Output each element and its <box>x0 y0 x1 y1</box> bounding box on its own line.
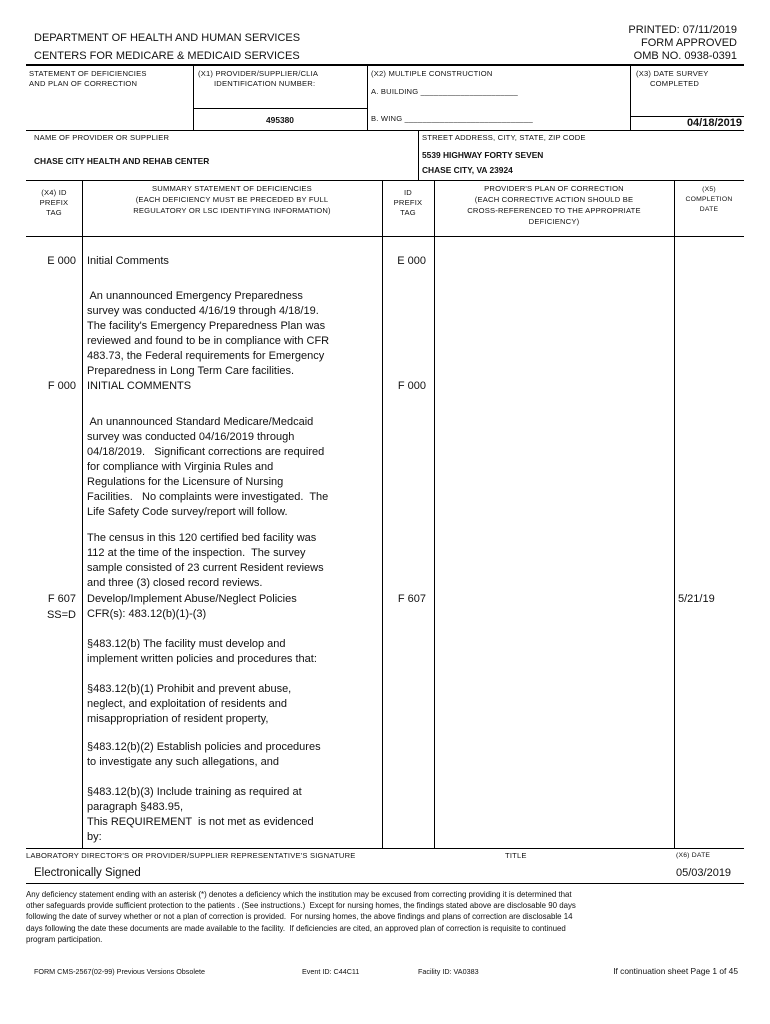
plan-header-2: (EACH CORRECTIVE ACTION SHOULD BE <box>474 195 634 204</box>
top-grid-top-border <box>26 64 744 66</box>
para-line: §483.12(b)(3) Include training as required at <box>87 786 302 798</box>
f607-completion-date: 5/21/19 <box>678 593 715 605</box>
x5-header-2: COMPLETION <box>685 196 733 203</box>
statement-label-2: AND PLAN OF CORRECTION <box>29 79 138 88</box>
f000-line: for compliance with Virginia Rules and <box>87 461 274 473</box>
census-line: The census in this 120 certified bed facility was <box>87 532 317 544</box>
header-bottom-border <box>26 236 744 237</box>
x3-survey-date: 04/18/2019 <box>686 117 742 129</box>
e000-title: Initial Comments <box>87 255 169 267</box>
provider-name: CHASE CITY HEALTH AND REHAB CENTER <box>34 156 210 166</box>
form-number: FORM CMS-2567(02-99) Previous Versions Obsolete <box>34 967 205 976</box>
e000-tag-right: E 000 <box>397 255 426 267</box>
para-line: paragraph §483.95, <box>87 801 184 813</box>
grid-divider-x2 <box>367 64 368 130</box>
disclaimer-line: other safeguards provide sufficient protection to the patients . (See instructions.) Except for nursing homes, the findings stated above are disclosable 90 days <box>26 901 576 911</box>
signature-date: 05/03/2019 <box>676 867 732 879</box>
continuation-page: If continuation sheet Page 1 of 45 <box>613 966 738 976</box>
department-title: DEPARTMENT OF HEALTH AND HUMAN SERVICES <box>34 32 301 44</box>
x4-header-2: PREFIX <box>39 198 69 207</box>
building-line: A. BUILDING ______________________ <box>371 87 518 96</box>
x5-header-3: DATE <box>699 206 719 213</box>
summary-header-1: SUMMARY STATEMENT OF DEFICIENCIES <box>152 184 312 193</box>
para-line: misappropriation of resident property, <box>87 713 269 725</box>
x1-label-1: (X1) PROVIDER/SUPPLIER/CLIA <box>198 69 319 78</box>
e000-line: An unannounced Emergency Preparedness <box>87 290 303 302</box>
x1-value-rule <box>193 108 367 109</box>
e000-line: Preparedness in Long Term Care facilities. <box>87 365 295 377</box>
census-body <box>87 531 339 591</box>
title-label: TITLE <box>505 851 527 860</box>
para-line: neglect, and exploitation of residents and <box>87 698 287 710</box>
wing-line: B. WING _____________________________ <box>371 114 533 123</box>
provider-bottom-border <box>26 180 744 181</box>
f607-para-3 <box>87 740 339 770</box>
x6-date-label: (X6) DATE <box>676 852 711 859</box>
census-line: 112 at the time of the inspection. The survey <box>87 547 306 559</box>
facility-id: Facility ID: VA0383 <box>418 967 479 976</box>
para-line: implement written policies and procedures that: <box>87 653 317 665</box>
plan-header-1: PROVIDER'S PLAN OF CORRECTION <box>484 184 624 193</box>
disclaimer-line: Any deficiency statement ending with an asterisk (*) denotes a deficiency which the institution may be excused from correcting providing it is determined that <box>26 890 572 899</box>
disclaimer <box>26 889 744 945</box>
census-line: sample consisted of 23 current Resident reviews <box>87 562 324 574</box>
x4-header-1: (X4) ID <box>41 188 67 197</box>
para-line: §483.12(b) The facility must develop and <box>87 638 286 650</box>
id-header-3: TAG <box>400 208 416 217</box>
summary-header-2: (EACH DEFICIENCY MUST BE PRECEDED BY FULL <box>135 195 329 204</box>
disclaimer-line: program participation. <box>26 934 103 944</box>
e000-line: survey was conducted 4/16/19 through 4/18/19. <box>87 305 319 317</box>
f607-scope-severity: SS=D <box>46 609 76 621</box>
para-line: §483.12(b)(2) Establish policies and procedures <box>87 741 321 753</box>
x2-label: (X2) MULTIPLE CONSTRUCTION <box>371 69 493 78</box>
col-divider-3 <box>434 180 435 848</box>
f000-tag: F 000 <box>47 380 76 392</box>
f000-line: Life Safety Code survey/report will follow. <box>87 506 288 518</box>
disclaimer-line: days following the date these documents are made available to the facility. If deficiencies are cited, an approved plan of correction is requisite to continued <box>26 923 566 933</box>
provider-divider <box>418 130 419 180</box>
f000-line: survey was conducted 04/16/2019 through <box>87 431 295 443</box>
para-line: §483.12(b)(1) Prohibit and prevent abuse, <box>87 683 292 695</box>
signature-label: LABORATORY DIRECTOR'S OR PROVIDER/SUPPLIER REPRESENTATIVE'S SIGNATURE <box>26 851 356 860</box>
f607-cfr: CFR(s): 483.12(b)(1)-(3) <box>87 608 207 620</box>
f000-tag-right: F 000 <box>397 380 426 392</box>
plan-header-3: CROSS-REFERENCED TO THE APPROPRIATE <box>467 206 641 215</box>
street-address: 5539 HIGHWAY FORTY SEVEN <box>422 150 544 160</box>
top-grid-bottom-border <box>26 130 744 131</box>
para-line: to investigate any such allegations, and <box>87 756 280 768</box>
printed-date: PRINTED: 07/11/2019 <box>628 24 737 36</box>
form-approved: FORM APPROVED <box>641 37 737 49</box>
provider-name-label: NAME OF PROVIDER OR SUPPLIER <box>34 133 170 142</box>
address-label: STREET ADDRESS, CITY, STATE, ZIP CODE <box>422 133 586 142</box>
census-line: and three (3) closed record reviews. <box>87 577 263 589</box>
signature-bottom-border <box>26 883 744 884</box>
para-line: by: <box>87 831 102 843</box>
statement-label-1: STATEMENT OF DEFICIENCIES <box>29 69 147 78</box>
f000-line: Facilities. No complaints were investigated. The <box>87 491 329 503</box>
f000-line: 04/18/2019. Significant corrections are required <box>87 446 325 458</box>
e000-line: reviewed and found to be in compliance with CFR <box>87 335 330 347</box>
e000-line: The facility's Emergency Preparedness Plan was <box>87 320 326 332</box>
summary-header-3: REGULATORY OR LSC IDENTIFYING INFORMATION) <box>133 206 331 215</box>
omb-number: OMB NO. 0938-0391 <box>633 50 737 62</box>
e000-line: 483.73, the Federal requirements for Emergency <box>87 350 325 362</box>
plan-header-4: DEFICIENCY) <box>528 217 580 226</box>
signature-top-border <box>26 848 744 849</box>
id-header-2: PREFIX <box>393 198 423 207</box>
centers-title: CENTERS FOR MEDICARE & MEDICAID SERVICES <box>34 50 300 62</box>
x3-label-1: (X3) DATE SURVEY <box>636 69 709 78</box>
x3-label-2: COMPLETED <box>650 79 700 88</box>
x5-header-1: (X5) <box>702 186 716 193</box>
f000-line: Regulations for the Licensure of Nursing <box>87 476 284 488</box>
id-header-1: ID <box>404 188 412 197</box>
para-line: This REQUIREMENT is not met as evidenced <box>87 816 314 828</box>
col-divider-4 <box>674 180 675 848</box>
f607-para-2 <box>87 682 339 727</box>
f000-body <box>87 415 339 520</box>
x1-provider-number: 495380 <box>266 115 294 125</box>
x4-header-3: TAG <box>46 208 62 217</box>
f607-tag: F 607 <box>47 593 76 605</box>
disclaimer-line: following the date of survey whether or not a plan of correction is provided. For nursing homes, the above findings and plans of correction are disclosable 14 <box>26 912 573 922</box>
event-id: Event ID: C44C11 <box>302 967 360 976</box>
f607-para-1 <box>87 637 339 667</box>
city-state-zip: CHASE CITY, VA 23924 <box>422 165 513 175</box>
f607-para-4 <box>87 785 339 845</box>
f000-line: An unannounced Standard Medicare/Medcaid <box>87 416 314 428</box>
e000-tag: E 000 <box>47 255 76 267</box>
f607-title: Develop/Implement Abuse/Neglect Policies <box>87 593 297 605</box>
e000-body <box>87 289 339 379</box>
f607-tag-right: F 607 <box>397 593 426 605</box>
col-divider-1 <box>82 180 83 848</box>
f000-title: INITIAL COMMENTS <box>87 380 192 392</box>
col-divider-2 <box>382 180 383 848</box>
x1-label-2: IDENTIFICATION NUMBER: <box>214 79 316 88</box>
signature-value: Electronically Signed <box>34 867 141 879</box>
